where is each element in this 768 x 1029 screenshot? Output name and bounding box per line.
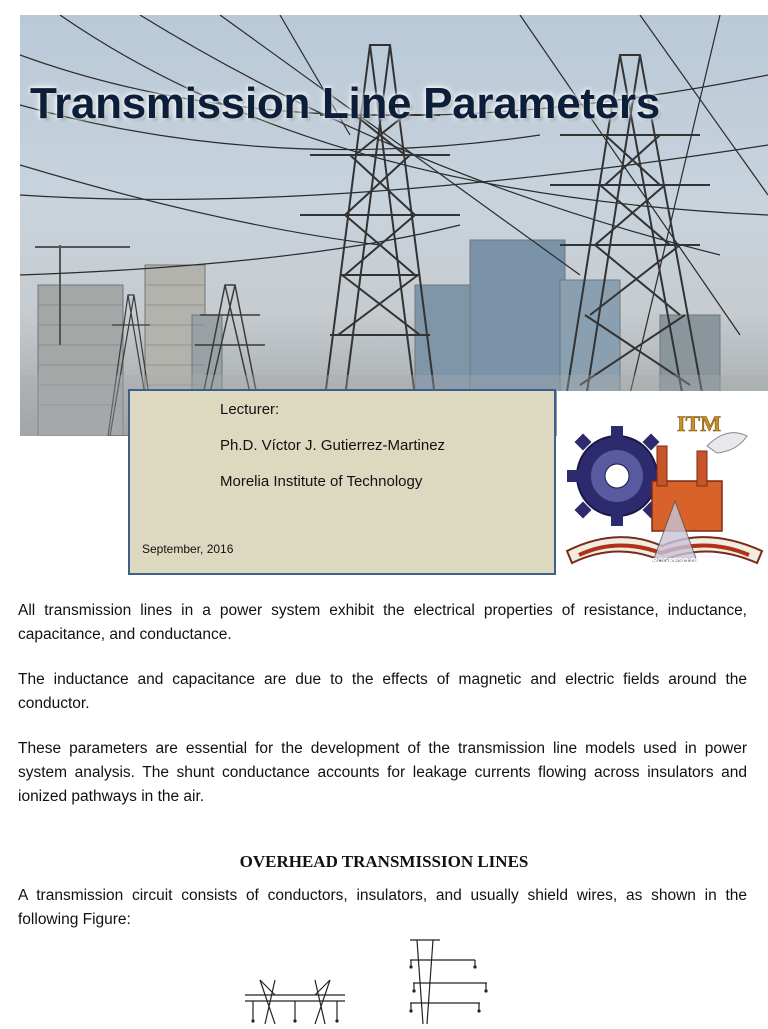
lecturer-label: Lecturer:: [220, 401, 280, 418]
paragraph-electrical-properties: All transmission lines in a power system exhibit the electrical properties of resistance, inductance, capacitance, and conductance.: [18, 602, 747, 643]
paragraph-transmission-circuit: A transmission circuit consists of conductors, insulators, and usually shield wires, as shown in the following Figure:: [18, 887, 747, 928]
section-heading: OVERHEAD TRANSMISSION LINES: [239, 852, 529, 871]
banner-photo: [20, 15, 768, 436]
presentation-date: September, 2016: [142, 542, 234, 556]
lecturer-name: Ph.D. Víctor J. Gutierrez-Martinez: [220, 437, 446, 454]
paragraph-parameters: These parameters are essential for the development of the transmission line models used in power system analysis. The shunt conductance accounts for leakage currents flowing across insulators and ionized pathways in the air.: [18, 740, 747, 805]
tower-outline-diagram: [235, 935, 515, 1024]
paragraph-inductance-capacitance: The inductance and capacitance are due to the effects of magnetic and electric fields around the conductor.: [18, 671, 747, 712]
institute-seal-icon: [557, 391, 768, 575]
institute-logo: [557, 391, 768, 575]
tower-diagram-figure: [235, 935, 515, 1024]
presentation-title: Transmission Line Parameters: [30, 79, 660, 128]
institution-name: Morelia Institute of Technology: [220, 473, 423, 490]
logo-monogram: ITM: [677, 411, 721, 436]
logo-motto: TECNICA PROGRESO DE MEXICO: [615, 558, 730, 565]
lecturer-info-box: [128, 389, 556, 575]
